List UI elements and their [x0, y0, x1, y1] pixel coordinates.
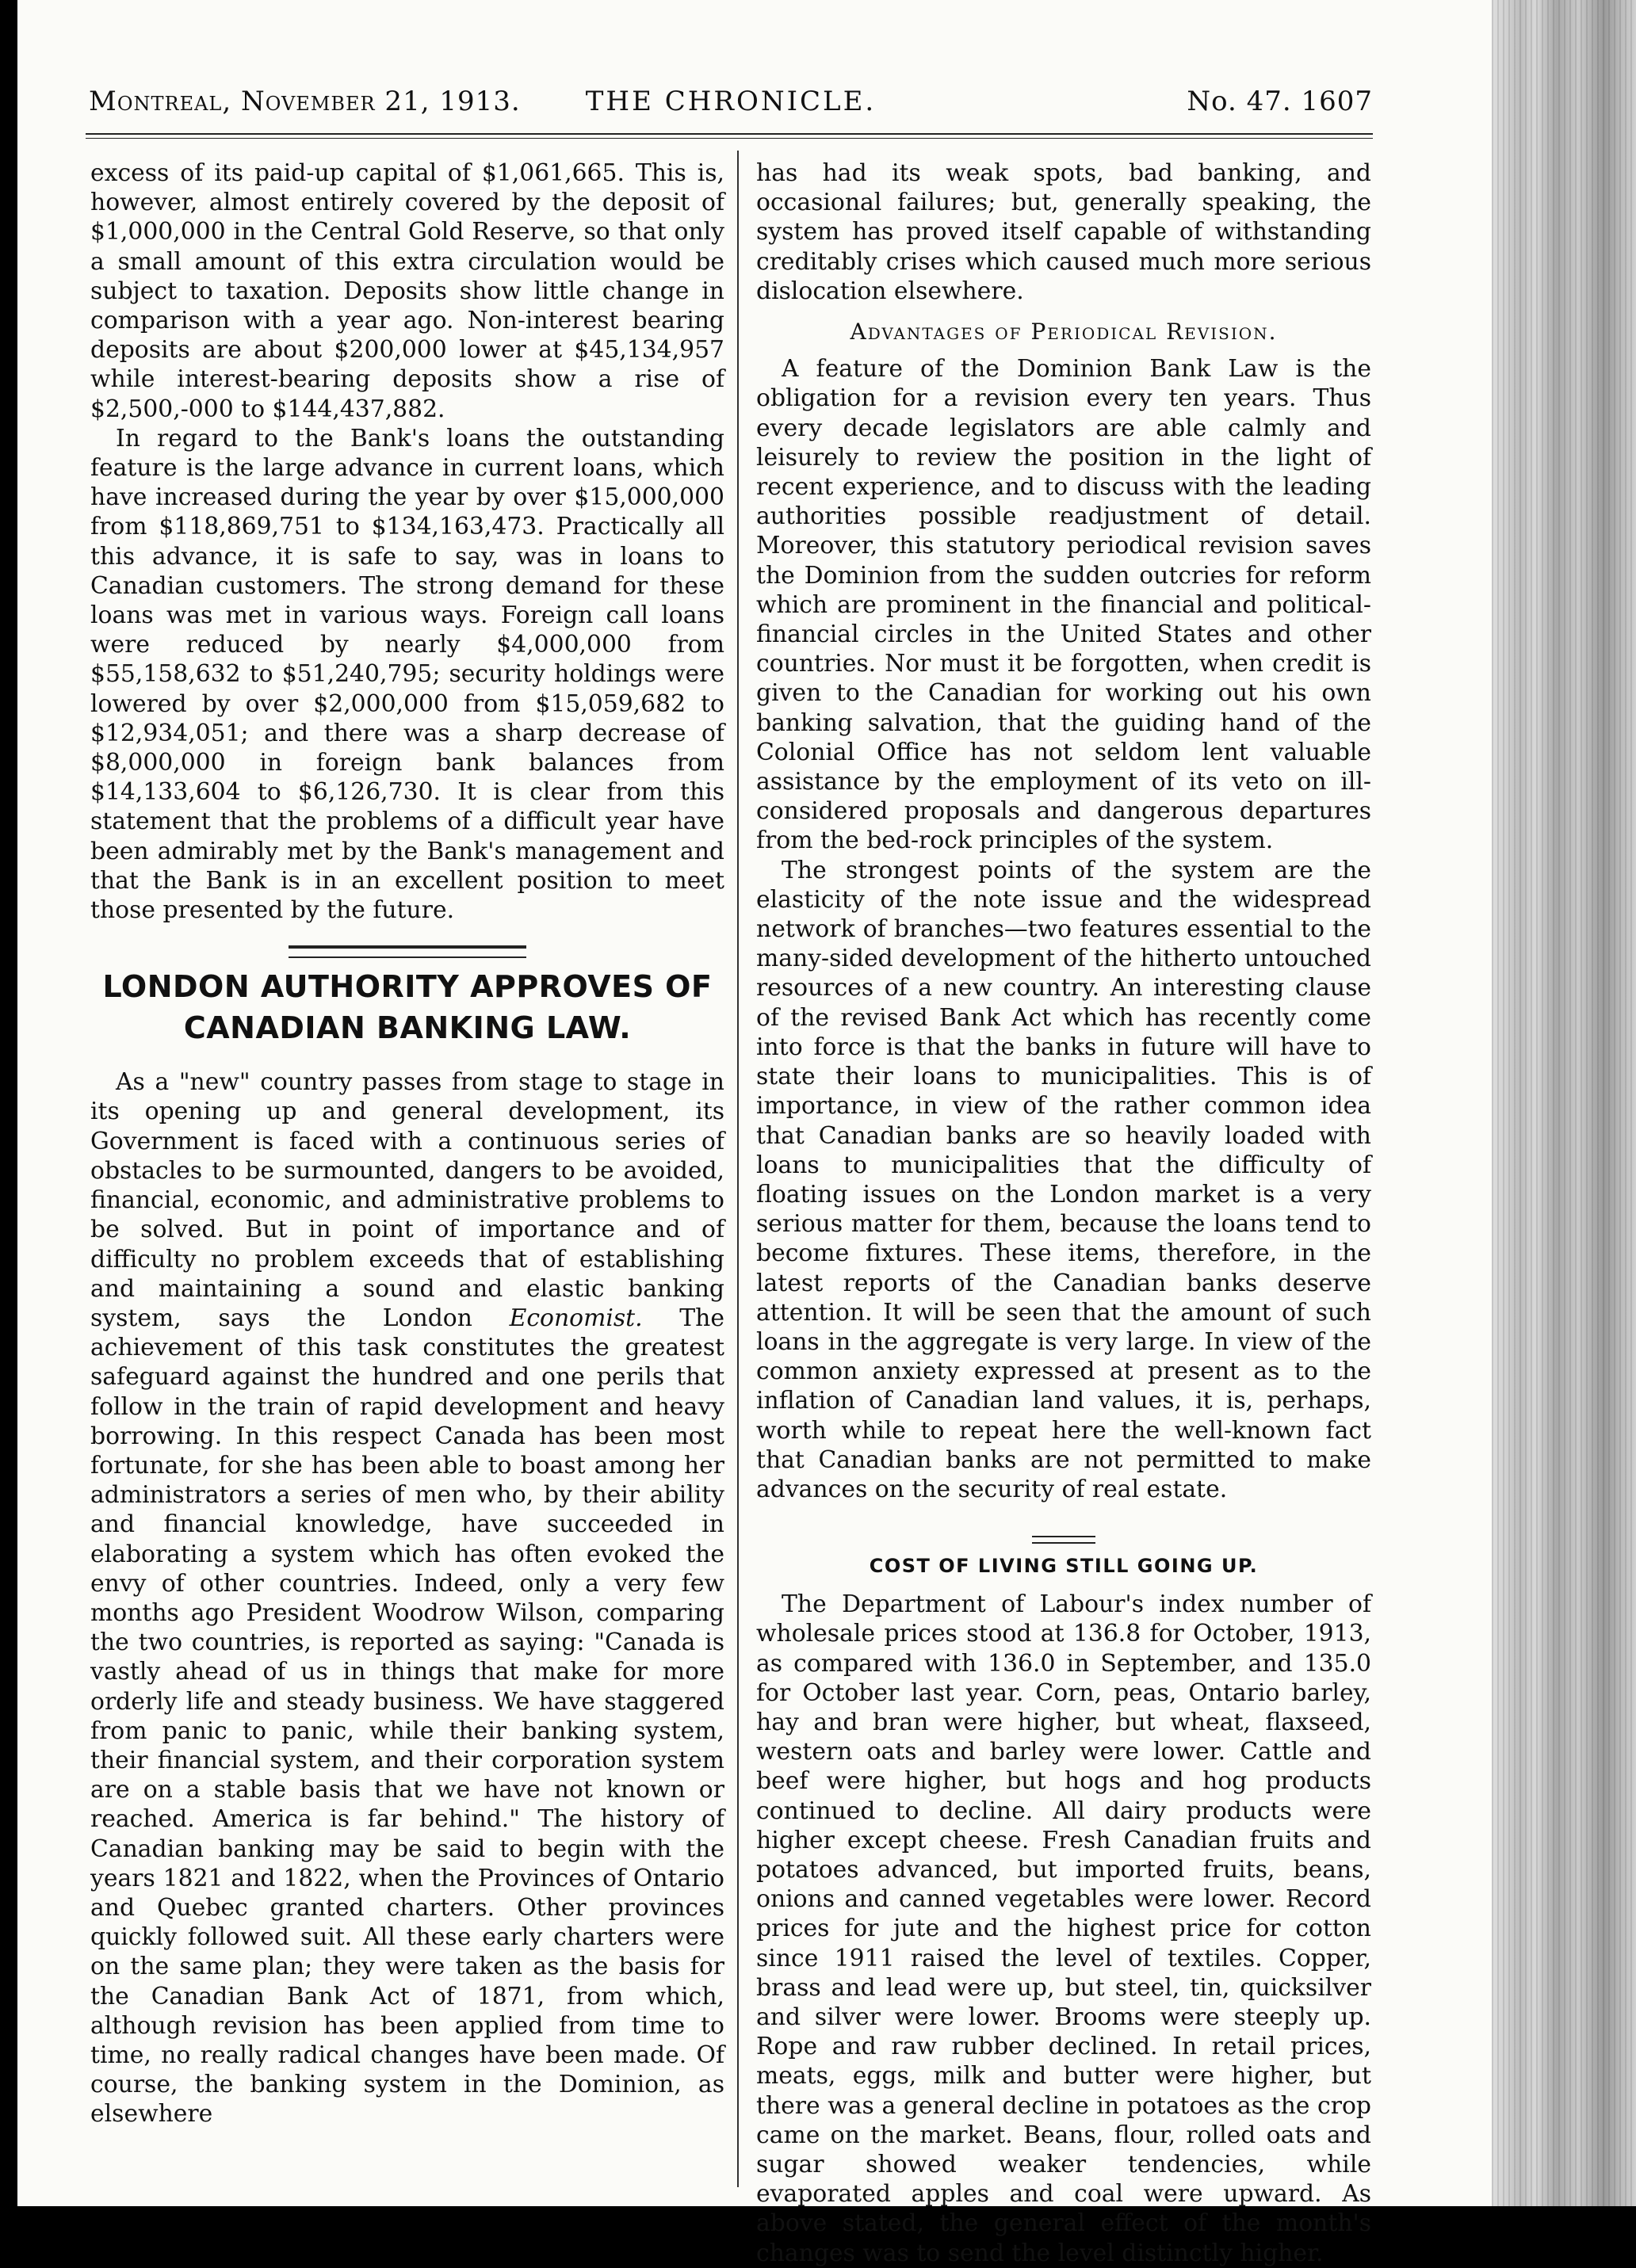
- article-paragraph: In regard to the Bank's loans the outstanding feature is the large advance in current loans, which have increased during the year by over $15,000,000 from $118,869,751 to $134,163,473. Practically all this advance, it is safe to say, was in loans to Canadian customers. The strong demand for these loans was met in various ways. Foreign call loans were reduced by nearly $4,000,000 from $55,158,632 to $51,240,795; security holdings were lowered by over $2,000,000 from $15,059,682 to $12,934,051; and there was a sharp decrease of $8,000,000 in foreign bank balances from $14,133,604 to $6,126,730. It is clear from this statement that the problems of a difficult year have been admirably met by the Bank's management and that the Bank is in an excellent position to meet those presented by the future.: [90, 424, 724, 925]
- article-paragraph: [90, 1067, 724, 2129]
- left-column: [90, 158, 724, 2129]
- section-rule: [289, 945, 526, 958]
- article-paragraph: The strongest points of the system are the elasticity of the note issue and the widespread network of branches—two features essential to the many-sided development of the hitherto untouched resources of a new country. An interesting clause of the revised Bank Act which has recently come into force is that the banks in future will have to state their loans to municipalities. This is of importance, in view of the rather common idea that Canadian banks are so heavily loaded with loans to municipalities that the difficulty of floating issues on the London market is a very serious matter for them, because the loans tend to become fixtures. These items, therefore, in the latest reports of the Canadian banks deserve attention. It will be seen that the amount of such loans in the aggregate is very large. In view of the common anxiety expressed at present as to the inflation of Canadian land values, it is, perhaps, worth while to repeat here the well-known fact that Canadian banks are not permitted to make advances on the security of real estate.: [756, 856, 1371, 1503]
- section-subheading: Advantages of Periodical Revision.: [850, 319, 1278, 346]
- header-rule-bottom: [86, 138, 1373, 139]
- column-divider: [737, 151, 739, 2187]
- section-rule: [1032, 1536, 1095, 1544]
- header-date: Montreal, November 21, 1913.: [89, 86, 521, 117]
- page-header: [89, 86, 1373, 120]
- paragraph-text: As a "new" country passes from stage to stage in its opening up and general development, its Government is faced with a continuous series of obstacles to be surmounted, dangers to be avoided, financial, economic, and administrative problems to be solved. But in point of importance and of difficulty no problem exceeds that of establishing and maintaining a sound and elastic banking system, says the London: [90, 1068, 724, 1332]
- book-spine-edge: [1492, 0, 1636, 2206]
- publication-name: Economist.: [509, 1304, 643, 1332]
- article-headline: COST OF LIVING STILL GOING UP.: [869, 1555, 1259, 1578]
- right-column: [756, 158, 1371, 2268]
- article-paragraph: The Department of Labour's index number of wholesale prices stood at 136.8 for October, 1913, as compared with 136.0 in September, and 135.0 for October last year. Corn, peas, Ontario barley, hay and bran were higher, but wheat, flaxseed, western oats and barley were lower. Cattle and beef were higher, but hogs and hog products continued to decline. All dairy products were higher except cheese. Fresh Canadian fruits and potatoes advanced, but imported fruits, beans, onions and canned vegetables were lower. Record prices for jute and the highest price for cotton since 1911 raised the level of textiles. Copper, brass and lead were up, but steel, tin, quicksilver and silver were lower. Brooms were steeply up. Rope and raw rubber declined. In retail prices, meats, eggs, milk and butter were higher, but there was a general decline in potatoes as the crop came on the market. Beans, flour, rolled oats and sugar showed weaker tendencies, while evaporated apples and coal were upward. As above stated, the general effect of the month's changes was to send the level distinctly higher.: [756, 1590, 1371, 2267]
- article-paragraph: A feature of the Dominion Bank Law is the obligation for a revision every ten years. Thus every decade legislators are able calmly and leisurely to review the position in the light of recent experience, and to discuss with the leading authorities possible readjustment of detail. Moreover, this statutory periodical revision saves the Dominion from the sudden outcries for reform which are prominent in the financial and political-financial circles in the United States and other countries. Nor must it be forgotten, when credit is given to the Canadian for working out his own banking salvation, that the guiding hand of the Colonial Office has not seldom lent valuable assistance by the employment of its veto on ill-considered proposals and dangerous departures from the bed-rock principles of the system.: [756, 355, 1371, 855]
- issue-page-number: No. 47. 1607: [1187, 86, 1373, 117]
- article-headline: LONDON AUTHORITY APPROVES OF CANADIAN BANKING LAW.: [102, 969, 713, 1046]
- paragraph-text: The achievement of this task constitutes the greatest safeguard against the hundred and one perils that follow in the train of rapid development and heavy borrowing. In this respect Canada has been most fortunate, for she has been able to boast among her administrators a series of men who, by their ability and financial knowledge, have succeeded in elaborating a system which has often evoked the envy of other countries. Indeed, only a very few months ago President Woodrow Wilson, comparing the two countries, is reported as saying: "Canada is vastly ahead of us in things that make for more orderly life and steady business. We have staggered from panic to panic, while their banking system, their financial system, and their corporation system are on a stable basis that we have not known or reached. America is far behind." The history of Canadian banking may be said to begin with the years 1821 and 1822, when the Provinces of Ontario and Quebec granted charters. Other provinces quickly followed suit. All these early charters were on the same plan; they were taken as the basis for the Canadian Bank Act of 1871, from which, although revision has been applied from time to time, no really radical changes have been made. Of course, the banking system in the Dominion, as elsewhere: [90, 1304, 725, 2129]
- article-paragraph: excess of its paid-up capital of $1,061,665. This is, however, almost entirely covered by the deposit of $1,000,000 in the Central Gold Reserve, so that only a small amount of this extra circulation would be subject to taxation. Deposits show little change in comparison with a year ago. Non-interest bearing deposits are about $200,000 lower at $45,134,957 while interest-bearing deposits show a rise of $2,500,-000 to $144,437,882.: [90, 159, 724, 423]
- newspaper-page: [17, 0, 1492, 2267]
- publication-title: THE CHRONICLE.: [585, 86, 877, 117]
- header-rule-top: [86, 133, 1373, 135]
- article-paragraph: has had its weak spots, bad banking, and occasional failures; but, generally speaking, the system has proved itself capable of withstanding creditably crises which caused much more serious dislocation elsewhere.: [756, 159, 1371, 305]
